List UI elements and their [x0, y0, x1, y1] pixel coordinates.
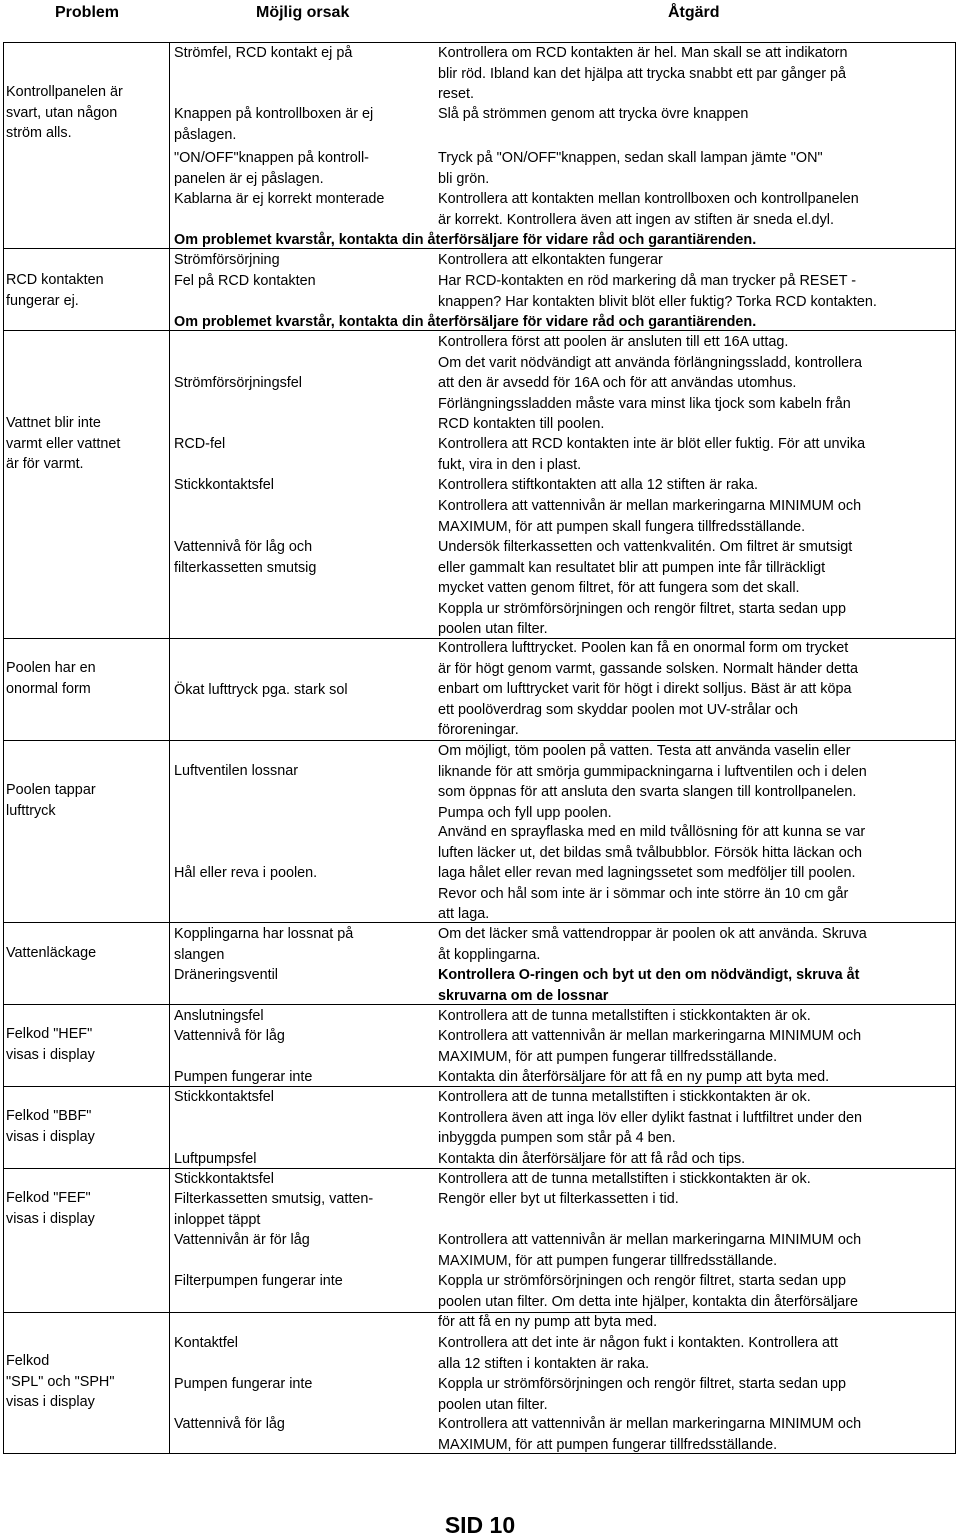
action-cell: Om möjligt, töm poolen på vatten. Testa att använda vaselin eller liknande för att smörja gummipackningarna i luftventilen och i delen som öppnas för att ansluta den svarta slangen till kontrollpanelen. Pumpa och fyll upp poolen. — [438, 743, 867, 821]
action-cell: Kontrollera lufttrycket. Poolen kan få en onormal form om trycket är för högt genom varmt, gassande solsken. Normalt händer detta enbart om lufttrycket varit för högt i direkt solljus. Bäst är att köpa ett poolöverdrag som skyddar poolen mot UV-strålar och föroreningar. — [438, 640, 858, 738]
cause-cell: Vattennivå för låg och filterkassetten smutsig — [174, 539, 317, 576]
action-cell: Kontrollera att vattennivån är mellan markeringarna MINIMUM och MAXIMUM, för att pumpen fungerar tillfredsställande. — [438, 1416, 862, 1453]
header-action: Åtgärd — [668, 4, 720, 21]
problem-cell: Felkod "HEF" visas i display — [6, 1026, 95, 1063]
table-header — [0, 0, 960, 26]
cause-cell: Pumpen fungerar inte — [174, 1376, 313, 1392]
header-problem: Problem — [55, 4, 120, 21]
action-cell: Kontrollera att de tunna metallstiften i stickkontakten är ok. — [438, 1171, 811, 1187]
cause-cell: Kopplingarna har lossnat på slangen — [174, 926, 354, 963]
problem-cell: Kontrollpanelen är svart, utan någon ström alls. — [6, 84, 123, 141]
problem-cell: Poolen tappar lufttryck — [6, 782, 96, 819]
cause-cell: Anslutningsfel — [174, 1008, 264, 1024]
cause-cell: "ON/OFF"knappen på kontroll- panelen är ej påslagen. — [174, 150, 369, 187]
cause-cell: Vattennivån är för låg — [174, 1232, 310, 1248]
action-cell: Kontrollera att de tunna metallstiften i stickkontakten är ok. Kontrollera även att inga löv eller dylikt fastnat i luftfiltret under den inbyggda pumpen som står på 4 ben. — [438, 1089, 862, 1146]
problem-cell: Felkod "FEF" visas i display — [6, 1190, 95, 1227]
action-cell: Kontrollera att det inte är någon fukt i kontakten. Kontrollera att alla 12 stiften i kontakten är raka. — [438, 1335, 838, 1372]
action-cell: Koppla ur strömförsörjningen och rengör filtret, starta sedan upp poolen utan filter. Om detta inte hjälper, kontakta din återförsäljare för att få en ny pump att byta med. — [438, 1273, 858, 1330]
cause-cell: RCD-fel — [174, 436, 226, 452]
action-cell: Tryck på "ON/OFF"knappen, sedan skall lampan jämte "ON" bli grön. — [438, 150, 823, 187]
action-cell: Kontakta din återförsäljare för att få en ny pump att byta med. — [438, 1069, 830, 1085]
cause-cell: Kontaktfel — [174, 1335, 238, 1351]
cause-cell: Luftpumpsfel — [174, 1151, 257, 1167]
action-cell: Rengör eller byt ut filterkassetten i tid. — [438, 1191, 679, 1207]
cause-cell: Ökat lufttryck pga. stark sol — [174, 682, 348, 698]
escalation-note: Om problemet kvarstår, kontakta din återförsäljare för vidare råd och garantiärenden. — [174, 232, 757, 248]
cause-cell: Dräneringsventil — [174, 967, 278, 983]
cause-cell: Kablarna är ej korrekt monterade — [174, 191, 385, 207]
action-cell: Använd en sprayflaska med en mild tvållösning för att kunna se var luften läcker ut, det bildas små tvålbubblor. Försök hitta läckan och laga hålet eller revan med lagningssetet som medföljer till poolen. Revor och hål som inte är i sömmar och inte större än 10 cm går att laga. — [438, 824, 866, 922]
problem-cell: Vattenläckage — [6, 945, 97, 961]
action-cell: Slå på strömmen genom att trycka övre knappen — [438, 106, 749, 122]
action-cell: Kontrollera stiftkontakten att alla 12 stiften är raka. — [438, 477, 758, 493]
action-cell: Kontrollera att vattennivån är mellan markeringarna MINIMUM och MAXIMUM, för att pumpen fungerar tillfredsställande. — [438, 1232, 862, 1269]
action-cell: Kontrollera att vattennivån är mellan markeringarna MINIMUM och MAXIMUM, för att pumpen skall fungera tillfredsställande. Undersök filterkassetten och vattenkvalitén. Om filtret är smutsigt eller gammalt kan resultatet blir att pumpen inte får tillräckligt mycket vatten genom filtret, för att fungera som det skall. Koppla ur strömförsörjningen och rengör filtret, starta sedan upp poolen utan filter. — [438, 498, 862, 637]
cause-cell: Stickkontaktsfel — [174, 1171, 274, 1187]
cause-cell: Fel på RCD kontakten — [174, 273, 316, 289]
action-cell: Kontrollera att de tunna metallstiften i stickkontakten är ok. — [438, 1008, 811, 1024]
action-cell: Har RCD-kontakten en röd markering då man trycker på RESET - knappen? Har kontakten blivit blöt eller fuktig? Torka RCD kontakten. — [438, 273, 877, 310]
cause-cell: Strömförsörjningsfel — [174, 375, 302, 391]
action-cell: Kontakta din återförsäljare för att få råd och tips. — [438, 1151, 746, 1167]
problem-cell: RCD kontakten fungerar ej. — [6, 272, 104, 309]
action-cell: Kontrollera O-ringen och byt ut den om nödvändigt, skruva åt skruvarna om de lossnar — [438, 967, 860, 1004]
cause-cell: Vattennivå för låg — [174, 1416, 285, 1432]
header-cause: Möjlig orsak — [256, 4, 350, 21]
cause-cell: Hål eller reva i poolen. — [174, 865, 318, 881]
problem-cell: Felkod "BBF" visas i display — [6, 1108, 95, 1145]
action-cell: Koppla ur strömförsörjningen och rengör filtret, starta sedan upp poolen utan filter. — [438, 1376, 846, 1413]
problem-cell: Poolen har en onormal form — [6, 660, 96, 697]
cause-cell: Vattennivå för låg — [174, 1028, 285, 1044]
cause-cell: Luftventilen lossnar — [174, 763, 298, 779]
cause-cell: Pumpen fungerar inte — [174, 1069, 313, 1085]
action-cell: Kontrollera först att poolen är ansluten till ett 16A uttag. Om det varit nödvändigt att använda förlängningssladd, kontrollera att den är avsedd för 16A och för att användas utomhus. Förlängningssladden måste vara minst lika tjock som kabeln från RCD kontakten till poolen. — [438, 334, 862, 432]
cause-cell: Strömförsörjning — [174, 252, 280, 268]
column-divider — [169, 42, 170, 1454]
escalation-note: Om problemet kvarstår, kontakta din återförsäljare för vidare råd och garantiärenden. — [174, 314, 757, 330]
cause-cell: Stickkontaktsfel — [174, 477, 274, 493]
problem-cell: Vattnet blir inte varmt eller vattnet är för varmt. — [6, 415, 121, 472]
cause-cell: Filterkassetten smutsig, vatten- inloppet täppt — [174, 1191, 374, 1228]
problem-cell: Felkod "SPL" och "SPH" visas i display — [6, 1353, 115, 1410]
action-cell: Om det läcker små vattendroppar är poolen ok att använda. Skruva åt kopplingarna. — [438, 926, 867, 963]
cause-cell: Filterpumpen fungerar inte — [174, 1273, 343, 1289]
action-cell: Kontrollera att elkontakten fungerar — [438, 252, 663, 268]
page-number: SID 10 — [444, 1512, 516, 1538]
action-cell: Kontrollera att RCD kontakten inte är blöt eller fuktig. För att unvika fukt, vira in den i plast. — [438, 436, 866, 473]
action-cell: Kontrollera om RCD kontakten är hel. Man skall se att indikatorn blir röd. Ibland kan det hjälpa att trycka snabbt ett par gånger på reset. — [438, 45, 848, 102]
cause-cell: Strömfel, RCD kontakt ej på — [174, 45, 353, 61]
action-cell: Kontrollera att vattennivån är mellan markeringarna MINIMUM och MAXIMUM, för att pumpen fungerar tillfredsställande. — [438, 1028, 862, 1065]
action-cell: Kontrollera att kontakten mellan kontrollboxen och kontrollpanelen är korrekt. Kontrollera även att ingen av stiften är sneda el.dyl. — [438, 191, 859, 228]
cause-cell: Stickkontaktsfel — [174, 1089, 274, 1105]
cause-cell: Knappen på kontrollboxen är ej påslagen. — [174, 106, 374, 143]
